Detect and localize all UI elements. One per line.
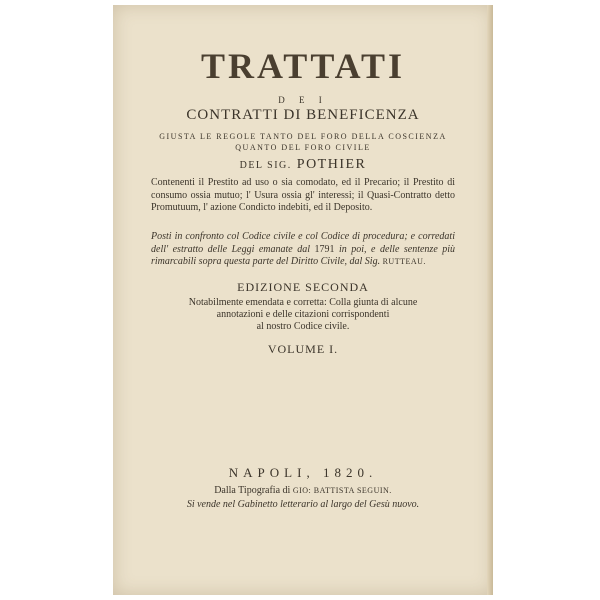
notes-line-2: annotazioni e delle citazioni corrispondenti xyxy=(216,309,390,320)
book-subtitle: CONTRATTI DI BENEFICENZA xyxy=(186,107,420,123)
contents-paragraph: Contenenti il Prestito ad uso o sia comodato, ed il Precario; il Prestito di consumo ossia mutuo; l' Usura ossia gl' interessi; il Quasi-Contratto detto Promutuum, l' azione Condicto indebiti, ed il Deposito. xyxy=(151,177,455,213)
title-connector: D E I xyxy=(278,95,328,105)
comparison-year: 1791 xyxy=(314,243,335,255)
printer-prefix: Dalla Tipografia di xyxy=(214,485,291,496)
edition-label: EDIZIONE SECONDA xyxy=(237,280,369,294)
printer-line xyxy=(113,485,493,496)
title-page xyxy=(113,5,493,595)
scope-line-2: QUANTO DEL FORO CIVILE xyxy=(235,143,371,152)
volume-label: VOLUME I. xyxy=(267,342,339,356)
book-title: TRATTATI xyxy=(200,46,406,86)
notes-line-3: al nostro Codice civile. xyxy=(256,321,350,332)
printer-name: GIO: BATTISTA SEGUIN. xyxy=(292,486,392,495)
comparison-text: Posti in confronto col Codice civile e col Codice di procedura; e corredati dell' estratto delle Leggi emanate dal xyxy=(151,231,455,255)
scope-line-1: GIUSTA LE REGOLE TANTO DEL FORO DELLA COSCIENZA xyxy=(159,132,447,141)
author-name: POTHIER xyxy=(296,157,367,172)
place-date: NAPOLI, 1820. xyxy=(228,465,378,480)
notes-line-1: Notabilmente emendata e corretta: Colla giunta di alcune xyxy=(188,297,418,308)
sold-at-line: Si vende nel Gabinetto letterario al largo del Gesù nuovo. xyxy=(186,499,420,510)
author-prefix: DEL SIG. xyxy=(239,160,292,171)
comparison-rest: in poi, e delle sentenze più rimarcabili sopra questa parte del Diritto Civile, dal Sig. xyxy=(151,243,456,267)
editor-name: RUTTEAU. xyxy=(382,257,426,266)
author-line xyxy=(113,157,493,173)
comparison-paragraph xyxy=(151,231,455,269)
